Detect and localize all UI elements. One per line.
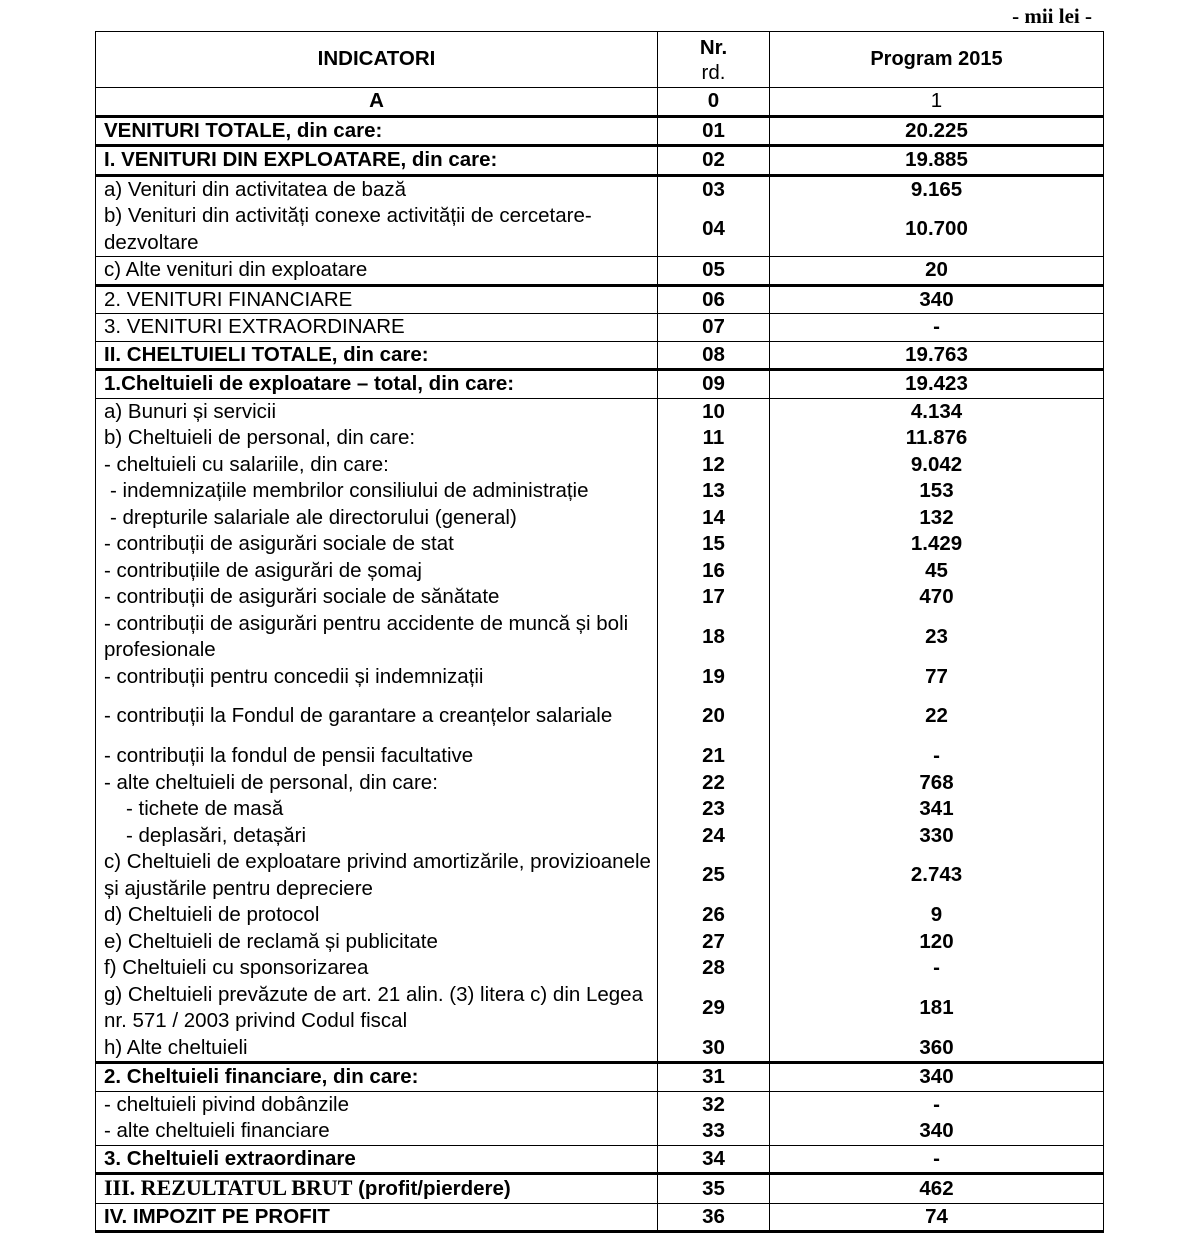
- table-row: [96, 452, 1104, 479]
- row-value: 19.763: [770, 341, 1104, 370]
- row-nr: 16: [658, 558, 770, 585]
- row-nr: 20: [658, 690, 770, 743]
- row-value: -: [770, 314, 1104, 342]
- row-label: e) Cheltuieli de reclamă și publicitate: [96, 929, 658, 956]
- row-value: -: [770, 1145, 1104, 1174]
- row-value: 74: [770, 1203, 1104, 1232]
- row-nr: 34: [658, 1145, 770, 1174]
- row-value: 4.134: [770, 398, 1104, 425]
- row-label: - indemnizațiile membrilor consiliului de administrație: [96, 478, 658, 505]
- table-row: [96, 285, 1104, 314]
- row-value: 19.885: [770, 146, 1104, 176]
- table-row: [96, 955, 1104, 982]
- row-value: 9.042: [770, 452, 1104, 479]
- row-nr: 31: [658, 1063, 770, 1092]
- row-nr: 35: [658, 1174, 770, 1204]
- row-nr: 02: [658, 146, 770, 176]
- table-row: [96, 505, 1104, 532]
- row-nr: 21: [658, 743, 770, 770]
- row-value: 9: [770, 902, 1104, 929]
- row-label: - contribuții la fondul de pensii facultative: [96, 743, 658, 770]
- row-value: -: [770, 1091, 1104, 1118]
- row-label: - contribuții de asigurări pentru accidente de muncă și boli profesionale: [96, 611, 658, 664]
- row-label: - cheltuieli cu salariile, din care:: [96, 452, 658, 479]
- row-value: 462: [770, 1174, 1104, 1204]
- table-subheader-row: [96, 88, 1104, 117]
- row-value: 360: [770, 1035, 1104, 1063]
- row-nr: 23: [658, 796, 770, 823]
- row-value: 19.423: [770, 370, 1104, 399]
- row-nr: 17: [658, 584, 770, 611]
- table-row: [96, 929, 1104, 956]
- row-value: -: [770, 955, 1104, 982]
- row-label: b) Venituri din activități conexe activității de cercetare-dezvoltare: [96, 203, 658, 257]
- row-nr: 13: [658, 478, 770, 505]
- row-label: - contribuții pentru concedii și indemnizații: [96, 664, 658, 691]
- table-row: [96, 1174, 1104, 1204]
- row-label: d) Cheltuieli de protocol: [96, 902, 658, 929]
- row-value: 77: [770, 664, 1104, 691]
- row-value: 20: [770, 257, 1104, 286]
- row-label: - contribuții de asigurări sociale de stat: [96, 531, 658, 558]
- table-row: [96, 611, 1104, 664]
- row-nr: 25: [658, 849, 770, 902]
- row-label: h) Alte cheltuieli: [96, 1035, 658, 1063]
- row-nr: 04: [658, 203, 770, 257]
- row-label: - alte cheltuieli financiare: [96, 1118, 658, 1145]
- table-row: [96, 1091, 1104, 1118]
- row-value: 470: [770, 584, 1104, 611]
- table-row: [96, 314, 1104, 342]
- row-nr: 03: [658, 175, 770, 203]
- row-value: 45: [770, 558, 1104, 585]
- subheader-0: 0: [658, 88, 770, 117]
- table-row: [96, 743, 1104, 770]
- row-label-main: III. REZULTATUL BRUT: [104, 1175, 353, 1200]
- row-label: 1.Cheltuieli de exploatare – total, din care:: [96, 370, 658, 399]
- row-label: 3. VENITURI EXTRAORDINARE: [96, 314, 658, 342]
- row-nr: 33: [658, 1118, 770, 1145]
- row-nr: 30: [658, 1035, 770, 1063]
- table-row: [96, 175, 1104, 203]
- row-value: 9.165: [770, 175, 1104, 203]
- row-nr: 12: [658, 452, 770, 479]
- row-label: 2. Cheltuieli financiare, din care:: [96, 1063, 658, 1092]
- row-nr: 26: [658, 902, 770, 929]
- row-label: - alte cheltuieli de personal, din care:: [96, 770, 658, 797]
- row-label: - contribuții la Fondul de garantare a creanțelor salariale: [96, 690, 658, 743]
- row-value: 23: [770, 611, 1104, 664]
- table-row: [96, 902, 1104, 929]
- table-row: [96, 1118, 1104, 1145]
- row-value: 120: [770, 929, 1104, 956]
- row-label: f) Cheltuieli cu sponsorizarea: [96, 955, 658, 982]
- row-nr: 19: [658, 664, 770, 691]
- unit-label: - mii lei -: [1012, 4, 1092, 28]
- row-nr: 10: [658, 398, 770, 425]
- row-nr: 27: [658, 929, 770, 956]
- header-program: Program 2015: [770, 32, 1104, 88]
- row-nr: 14: [658, 505, 770, 532]
- row-label: 3. Cheltuieli extraordinare: [96, 1145, 658, 1174]
- header-nr-rd: [658, 32, 770, 88]
- table-row: [96, 257, 1104, 286]
- row-nr: 18: [658, 611, 770, 664]
- table-row: [96, 425, 1104, 452]
- row-label: - cheltuieli pivind dobânzile: [96, 1091, 658, 1118]
- table-row: [96, 341, 1104, 370]
- row-label: g) Cheltuieli prevăzute de art. 21 alin. (3) litera c) din Legea nr. 571 / 2003 privind Codul fiscal: [96, 982, 658, 1035]
- row-nr: 28: [658, 955, 770, 982]
- row-nr: 24: [658, 823, 770, 850]
- row-value: 340: [770, 1118, 1104, 1145]
- table-row: [96, 584, 1104, 611]
- row-value: 1.429: [770, 531, 1104, 558]
- header-indicatori: INDICATORI: [96, 32, 658, 88]
- row-value: 10.700: [770, 203, 1104, 257]
- table-row: [96, 664, 1104, 691]
- table-row: [96, 558, 1104, 585]
- table-row: [96, 849, 1104, 902]
- table-row: [96, 1145, 1104, 1174]
- table-row: [96, 478, 1104, 505]
- table-row: [96, 1035, 1104, 1063]
- row-label: b) Cheltuieli de personal, din care:: [96, 425, 658, 452]
- row-nr: 36: [658, 1203, 770, 1232]
- row-label: - contribuțiile de asigurări de șomaj: [96, 558, 658, 585]
- row-label: [96, 1174, 658, 1204]
- table-row: [96, 982, 1104, 1035]
- row-nr: 32: [658, 1091, 770, 1118]
- row-value: 20.225: [770, 116, 1104, 146]
- table-row: [96, 398, 1104, 425]
- row-nr: 22: [658, 770, 770, 797]
- row-label: c) Cheltuieli de exploatare privind amortizările, provizioanele și ajustările pentru depreciere: [96, 849, 658, 902]
- row-label: - drepturile salariale ale directorului (general): [96, 505, 658, 532]
- row-nr: 11: [658, 425, 770, 452]
- subheader-a: A: [96, 88, 658, 117]
- row-value: 181: [770, 982, 1104, 1035]
- row-label: c) Alte venituri din exploatare: [96, 257, 658, 286]
- row-nr: 15: [658, 531, 770, 558]
- row-value: 22: [770, 690, 1104, 743]
- row-label: - contribuții de asigurări sociale de sănătate: [96, 584, 658, 611]
- header-nr: Nr.: [699, 35, 728, 59]
- row-label-suffix: (profit/pierdere): [352, 1177, 511, 1200]
- row-label: - tichete de masă: [96, 796, 658, 823]
- row-nr: 05: [658, 257, 770, 286]
- table-row: [96, 1063, 1104, 1092]
- table-row: [96, 690, 1104, 743]
- row-value: 11.876: [770, 425, 1104, 452]
- row-label: I. VENITURI DIN EXPLOATARE, din care:: [96, 146, 658, 176]
- budget-table: [95, 31, 1104, 1233]
- table-row: [96, 203, 1104, 257]
- row-value: 2.743: [770, 849, 1104, 902]
- row-nr: 01: [658, 116, 770, 146]
- row-label: a) Bunuri și servicii: [96, 398, 658, 425]
- header-rd: rd.: [701, 60, 726, 84]
- row-value: 340: [770, 1063, 1104, 1092]
- row-value: 330: [770, 823, 1104, 850]
- table-row: [96, 796, 1104, 823]
- row-nr: 29: [658, 982, 770, 1035]
- row-label: VENITURI TOTALE, din care:: [96, 116, 658, 146]
- row-label: 2. VENITURI FINANCIARE: [96, 285, 658, 314]
- row-value: 768: [770, 770, 1104, 797]
- table-row: [96, 1203, 1104, 1232]
- table-header-row: [96, 32, 1104, 88]
- table-row: [96, 531, 1104, 558]
- row-value: -: [770, 743, 1104, 770]
- row-nr: 09: [658, 370, 770, 399]
- subheader-1: 1: [770, 88, 1104, 117]
- table-row: [96, 823, 1104, 850]
- row-nr: 06: [658, 285, 770, 314]
- row-value: 153: [770, 478, 1104, 505]
- table-row: [96, 770, 1104, 797]
- row-label: II. CHELTUIELI TOTALE, din care:: [96, 341, 658, 370]
- row-nr: 07: [658, 314, 770, 342]
- table-row: [96, 370, 1104, 399]
- row-value: 132: [770, 505, 1104, 532]
- table-row: [96, 146, 1104, 176]
- row-nr: 08: [658, 341, 770, 370]
- row-value: 340: [770, 285, 1104, 314]
- row-label: IV. IMPOZIT PE PROFIT: [96, 1203, 658, 1232]
- row-label: a) Venituri din activitatea de bază: [96, 175, 658, 203]
- row-label: - deplasări, detașări: [96, 823, 658, 850]
- table-row: [96, 116, 1104, 146]
- row-value: 341: [770, 796, 1104, 823]
